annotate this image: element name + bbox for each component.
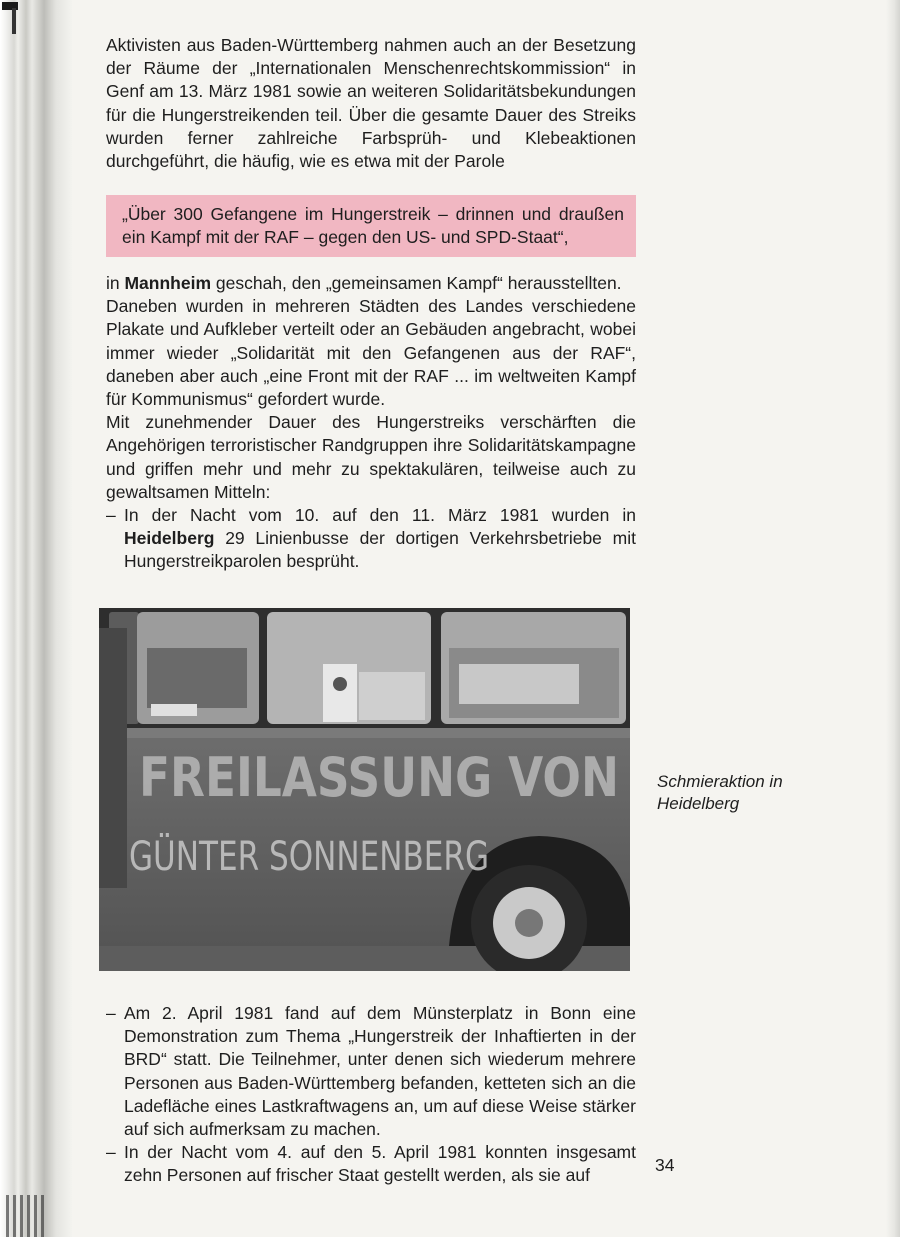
quote-highlight xyxy=(106,195,636,257)
list-item-rest: 29 Linienbusse der dortigen Verkehrsbetriebe mit Hungerstreikparolen besprüht. xyxy=(124,528,636,572)
list-item-prefix: In der Nacht vom 10. auf den 11. März 1981 wurden in xyxy=(124,505,636,526)
paragraph-bottom xyxy=(106,1002,636,1188)
list-item-text: In der Nacht vom 4. auf den 5. April 1981 konnten insgesamt zehn Personen auf frischer Staat gestellt werden, als sie auf xyxy=(124,1142,636,1186)
paragraph-intro xyxy=(106,34,636,173)
graffiti-line-2: GÜNTER SONNENBERG xyxy=(129,834,593,880)
list-dash: – xyxy=(106,1142,116,1163)
photo-caption: Schmieraktion in Heidelberg xyxy=(657,772,783,813)
page-right-edge xyxy=(886,0,900,1237)
city-heidelberg: Heidelberg xyxy=(124,528,215,549)
paragraph-main xyxy=(106,272,636,574)
quote-text: „Über 300 Gefangene im Hungerstreik – drinnen und draußen ein Kampf mit der RAF – gegen den US- und SPD-Staat“, xyxy=(122,204,624,248)
graffiti-line-1: FREILASSUNG VON xyxy=(139,746,619,809)
paragraph-3: Daneben wurden in mehreren Städten des Landes verschiedene Plakate und Aufkleber verteilt oder an Gebäuden angebracht, wobei immer wieder „Solidarität mit den Gefangenen aus der RAF“, daneben aber auch „eine Front mit der RAF ... im weltweiten Kampf für Kommunismus“ gefordert wurde. xyxy=(106,296,636,410)
paragraph-2 xyxy=(106,272,636,295)
page-binding-edge xyxy=(0,0,72,1237)
event-list-top xyxy=(106,504,636,574)
paragraph-4: Mit zunehmender Dauer des Hungerstreiks verschärften die Angehörigen terroristischer Randgruppen ihre Solidaritätskampagne und griffen mehr und mehr zu spektakulären, teilweise auch zu gewaltsamen Mitteln: xyxy=(106,412,636,502)
corner-mark-vertical xyxy=(12,8,16,34)
list-item-text: Am 2. April 1981 fand auf dem Münsterplatz in Bonn eine Demonstration zum Thema „Hungerstreik der Inhaftierten in der BRD“ statt. Die Teilnehmer, unter denen sich wiederum mehrere Personen aus Baden-Württemberg befanden, ketteten sich an die Ladefläche eines Lastkraftwagens an, um auf diese Weise stärker auf sich aufmerksam zu machen. xyxy=(124,1003,636,1140)
page-number: 34 xyxy=(655,1155,675,1175)
list-item xyxy=(106,1002,636,1141)
event-list-bottom xyxy=(106,1002,636,1188)
binding-marks xyxy=(6,1195,46,1237)
list-dash: – xyxy=(106,1003,116,1023)
paragraph-1: Aktivisten aus Baden-Württemberg nahmen auch an der Besetzung der Räume der „Internationalen Menschenrechtskommission“ in Genf am 13. März 1981 sowie an weiteren Solidaritätsbekundungen für die Hungerstreikenden teil. Über die gesamte Dauer des Streiks wurden ferner zahlreiche Farbsprüh- und Klebeaktionen durchgeführt, die häufig, wie es etwa mit der Parole xyxy=(106,35,636,172)
list-item xyxy=(106,504,636,574)
bus-photo-drawing xyxy=(99,608,630,971)
city-mannheim: Mannheim xyxy=(124,273,212,293)
list-dash: – xyxy=(106,505,116,526)
paragraph-2-prefix: in xyxy=(106,273,125,293)
list-item xyxy=(106,1141,636,1187)
paragraph-2-rest: geschah, den „gemeinsamen Kampf“ herausstellten. xyxy=(211,273,622,293)
bus-photo xyxy=(99,608,630,971)
